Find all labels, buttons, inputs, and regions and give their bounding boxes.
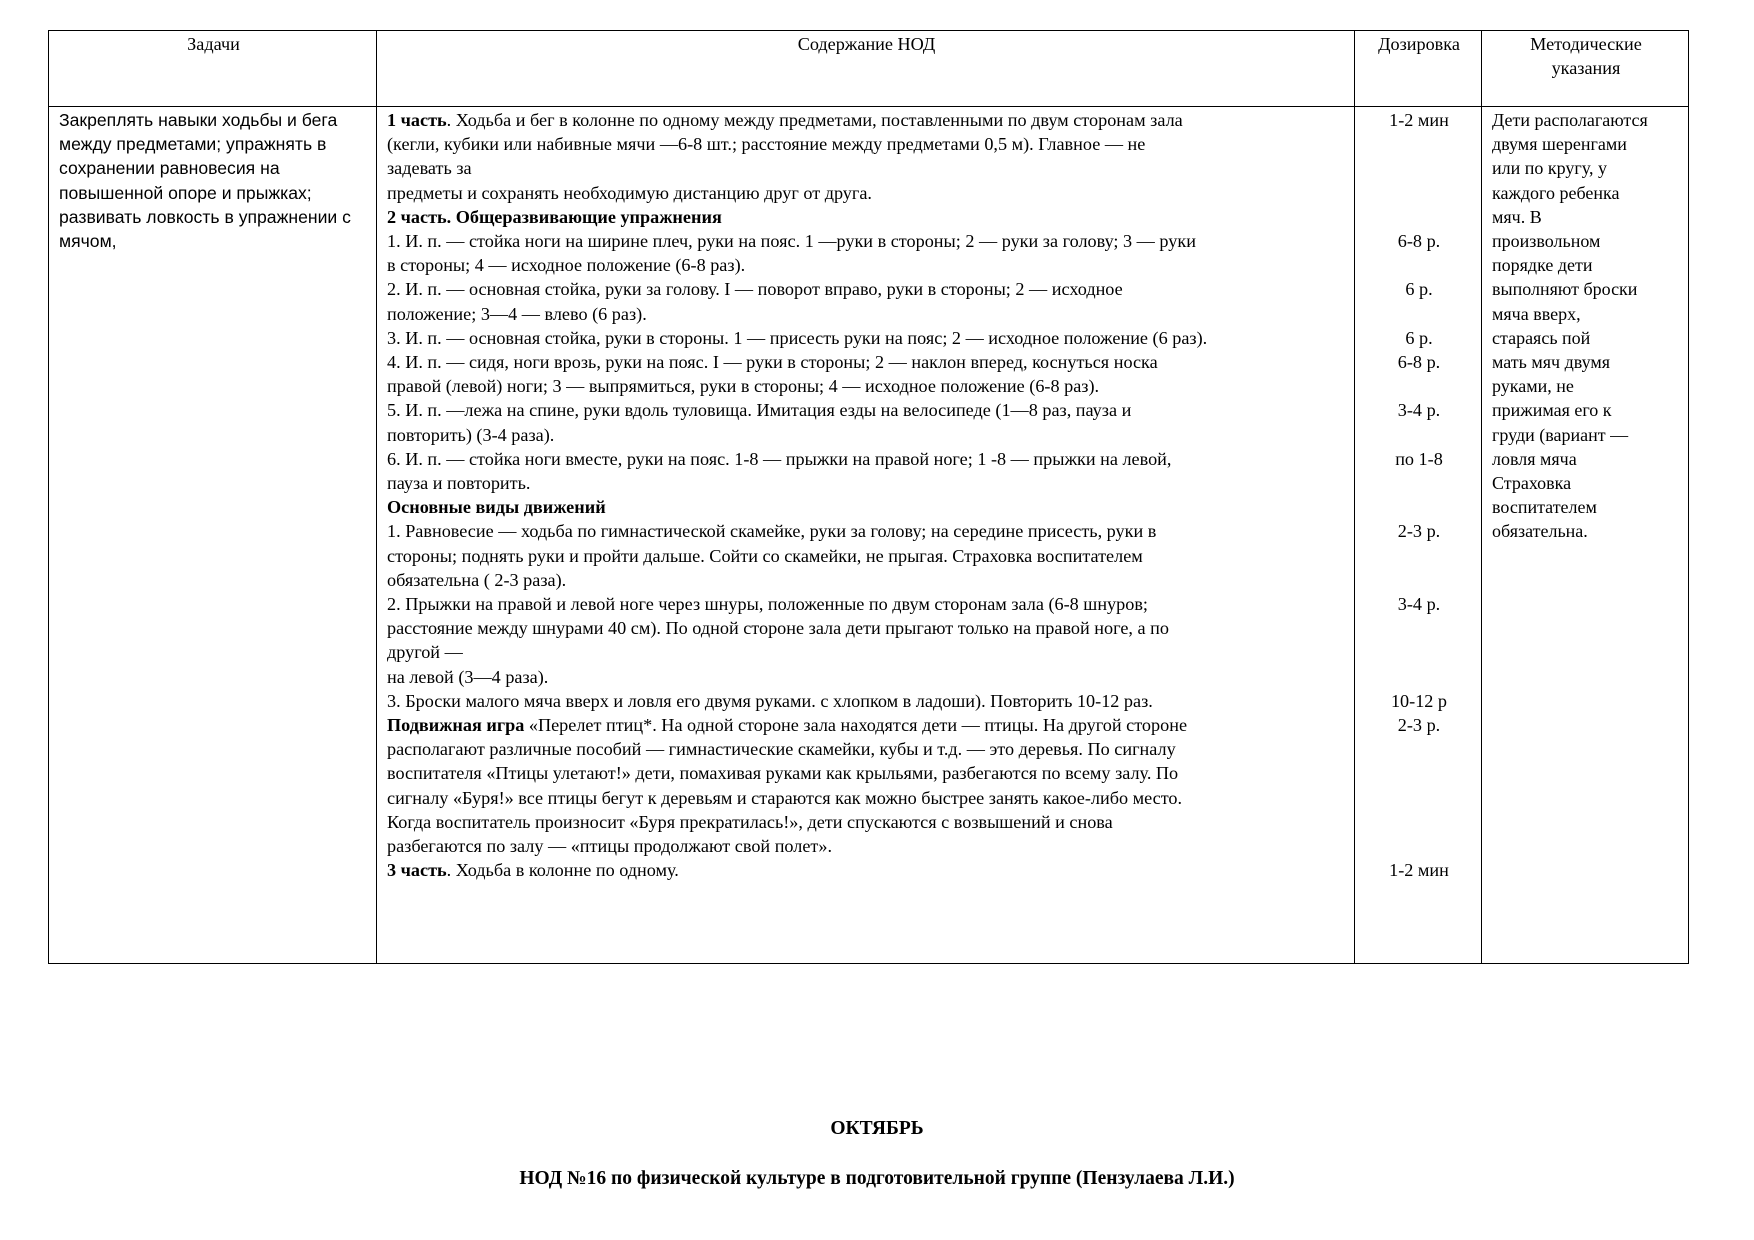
content-line	[387, 786, 1346, 810]
content-line	[387, 810, 1346, 834]
dosage-value: по 1-8	[1395, 448, 1443, 469]
dosage-value	[1365, 834, 1473, 858]
content-line	[387, 471, 1346, 495]
content-line	[387, 326, 1346, 350]
content-line-text: сигналу «Буря!» все птицы бегут к деревьям и стараются как можно быстрее занять какое-либо место.	[387, 787, 1183, 808]
dosage-value: 6-8 р.	[1397, 351, 1441, 372]
content-line-text: пауза и повторить.	[387, 473, 531, 494]
content-line	[387, 568, 1346, 592]
dosage-cell	[1355, 107, 1482, 964]
content-line	[387, 834, 1346, 858]
header-content: Содержание НОД	[377, 31, 1355, 107]
dosage-value	[1365, 495, 1473, 519]
content-line-text: (кегли, кубики или набивные мячи —6-8 шт.; расстояние между предметами 0,5 м). Главное — не	[387, 134, 1146, 155]
content-line	[387, 350, 1346, 374]
content-line-text: 3. Броски малого мяча вверх и ловля его двумя руками. с хлопком в ладоши). Повторить 10-12 раз.	[387, 690, 1153, 711]
content-line-text: располагают различные пособий — гимнастические скамейки, кубы и т.д. — это деревья. По сигналу	[387, 739, 1176, 760]
content-line	[387, 495, 1346, 519]
content-line	[387, 689, 1346, 713]
table-header-row	[49, 31, 1689, 107]
content-line	[387, 544, 1346, 568]
dosage-value	[1365, 761, 1473, 785]
content-line-text: предметы и сохранять необходимую дистанцию друг от друга.	[387, 182, 872, 203]
dosage-value: 6 р.	[1405, 279, 1433, 300]
notes-line: груди (вариант —	[1492, 424, 1629, 445]
content-line-text: в стороны; 4 — исходное положение (6-8 раз).	[387, 255, 746, 276]
dosage-value	[1365, 132, 1473, 156]
content-line	[387, 205, 1346, 229]
content-line	[387, 519, 1346, 543]
dosage-value	[1365, 253, 1473, 277]
month-heading: ОКТЯБРЬ	[830, 1118, 924, 1139]
content-line-text: расстояние между шнурами 40 см). По одной стороне зала дети прыгают только на правой ноге, а по	[387, 618, 1169, 639]
header-notes-line1: Методические	[1530, 34, 1642, 54]
content-line-text: обязательна ( 2-3 раза).	[387, 569, 567, 590]
table-body-row	[49, 107, 1689, 964]
dosage-value	[1365, 616, 1473, 640]
dosage-value: 1-2 мин	[1389, 859, 1449, 880]
content-line	[387, 181, 1346, 205]
content-line	[387, 665, 1346, 689]
content-line-bold: 2 часть. Общеразвивающие упражнения	[387, 206, 722, 227]
dosage-value: 6-8 р.	[1397, 230, 1441, 251]
content-line-text: 2. И. п. — основная стойка, руки за голову. I — поворот вправо, руки в стороны; 2 — исходное	[387, 279, 1123, 300]
notes-line: мяч. В	[1492, 206, 1542, 227]
content-line	[387, 132, 1346, 156]
dosage-value: 2-3 р.	[1397, 714, 1441, 735]
dosage-value: 6 р.	[1405, 327, 1433, 348]
dosage-value	[1365, 205, 1473, 229]
notes-line: прижимая его к	[1492, 400, 1612, 421]
notes-cell	[1482, 107, 1689, 964]
dosage-value: 10-12 р	[1390, 690, 1448, 711]
dosage-value: 3-4 р.	[1397, 593, 1441, 614]
content-line-text: стороны; поднять руки и пройти дальше. Сойти со скамейки, не прыгая. Страховка воспитателем	[387, 545, 1143, 566]
tasks-cell: Закреплять навыки ходьбы и бега между предметами; упражнять в сохранении равновесия на повышенной опоре и прыжках; развивать ловкость в упражнении с мячом,	[49, 107, 377, 964]
content-line-text: 3. И. п. — основная стойка, руки в стороны. 1 — присесть руки на пояс; 2 — исходное положение (6 раз).	[387, 327, 1208, 348]
content-line	[387, 398, 1346, 422]
dosage-value	[1365, 664, 1473, 688]
content-line-text: 2. Прыжки на правой и левой ноге через шнуры, положенные по двум сторонам зала (6-8 шнуров;	[387, 594, 1148, 615]
content-line	[387, 616, 1346, 640]
content-line-text: 1. Равновесие — ходьба по гимнастической скамейке, руки за голову; на середине присесть, руки в	[387, 521, 1157, 542]
header-tasks: Задачи	[49, 31, 377, 107]
dosage-value	[1365, 374, 1473, 398]
content-line	[387, 640, 1346, 664]
dosage-value	[1365, 640, 1473, 664]
content-line	[387, 229, 1346, 253]
content-line-text: другой —	[387, 642, 463, 663]
notes-line: Страховка	[1492, 473, 1572, 494]
content-line	[387, 302, 1346, 326]
content-line-text: задевать за	[387, 158, 472, 179]
dosage-value	[1365, 302, 1473, 326]
content-line	[387, 156, 1346, 180]
content-line-text: 5. И. п. —лежа на спине, руки вдоль туловища. Имитация езды на велосипеде (1—8 раз, пауза и	[387, 400, 1132, 421]
content-line	[387, 737, 1346, 761]
lesson-plan-table	[48, 30, 1689, 964]
content-line	[387, 108, 1346, 132]
content-line-text: «Перелет птиц*. На одной стороне зала находятся дети — птицы. На другой стороне	[524, 715, 1188, 736]
dosage-value	[1365, 471, 1473, 495]
dosage-value	[1365, 809, 1473, 833]
dosage-value	[1365, 156, 1473, 180]
content-line	[387, 592, 1346, 616]
notes-line: или по кругу, у	[1492, 158, 1607, 179]
dosage-value	[1365, 785, 1473, 809]
notes-line: мяча вверх,	[1492, 303, 1581, 324]
content-cell	[377, 107, 1355, 964]
dosage-value: 1-2 мин	[1389, 110, 1449, 130]
header-dosage: Дозировка	[1355, 31, 1482, 107]
notes-line: двумя шеренгами	[1492, 134, 1627, 155]
notes-line: стараясь пой	[1492, 327, 1591, 348]
content-line	[387, 858, 1346, 882]
notes-line: порядке дети	[1492, 255, 1593, 276]
content-line-text: 4. И. п. — сидя, ноги врозь, руки на пояс. I — руки в стороны; 2 — наклон вперед, коснуться носка	[387, 352, 1158, 373]
content-line-bold: Подвижная игра	[387, 715, 525, 736]
dosage-value	[1365, 181, 1473, 205]
content-line	[387, 277, 1346, 301]
dosage-value: 3-4 р.	[1397, 400, 1441, 421]
content-line-text: на левой (3—4 раза).	[387, 666, 549, 687]
dosage-value	[1365, 568, 1473, 592]
notes-line: мать мяч двумя	[1492, 352, 1611, 373]
header-notes-line2: указания	[1551, 58, 1621, 79]
notes-line: воспитателем	[1492, 497, 1597, 518]
header-notes	[1482, 31, 1689, 107]
content-line	[387, 447, 1346, 471]
content-line-bold: Основные виды движений	[387, 497, 606, 518]
content-line-text: 1. И. п. — стойка ноги на ширине плеч, руки на пояс. 1 —руки в стороны; 2 — руки за голову; 3 — руки	[387, 231, 1196, 252]
notes-line: Дети располагаются	[1492, 110, 1648, 130]
content-line-bold: 1 часть	[387, 110, 447, 130]
content-line-bold: 3 часть	[387, 860, 447, 881]
notes-line: ловля мяча	[1492, 448, 1577, 469]
content-line	[387, 761, 1346, 785]
content-line	[387, 423, 1346, 447]
content-line	[387, 374, 1346, 398]
notes-line: выполняют броски	[1492, 279, 1638, 300]
lesson-title: НОД №16 по физической культуре в подготовительной группе (Пензулаева Л.И.)	[519, 1168, 1235, 1189]
notes-line: произвольном	[1492, 231, 1601, 252]
content-line-text: Когда воспитатель произносит «Буря прекратилась!», дети спускаются с возвышений и снова	[387, 811, 1113, 832]
notes-line: руками, не	[1492, 376, 1574, 397]
content-line-text: воспитателя «Птицы улетают!» дети, помахивая руками как крыльями, разбегаются по всему залу. По	[387, 763, 1179, 784]
content-line-text: . Ходьба в колонне по одному.	[446, 860, 679, 881]
dosage-value	[1365, 543, 1473, 567]
content-line-text: положение; 3—4 — влево (6 раз).	[387, 303, 647, 324]
notes-line: обязательна.	[1492, 521, 1588, 542]
content-line-text: повторить) (3-4 раза).	[387, 424, 555, 445]
dosage-value: 2-3 р.	[1397, 521, 1441, 542]
notes-line: каждого ребенка	[1492, 182, 1620, 203]
dosage-value	[1365, 422, 1473, 446]
content-line-text: разбегаются по залу — «птицы продолжают свой полет».	[387, 836, 833, 857]
content-line-text: . Ходьба и бег в колонне по одному между предметами, поставленными по двум сторонам зала	[446, 110, 1183, 130]
dosage-value	[1365, 737, 1473, 761]
content-line	[387, 253, 1346, 277]
content-line	[387, 713, 1346, 737]
content-line-text: 6. И. п. — стойка ноги вместе, руки на пояс. 1-8 — прыжки на правой ноге; 1 -8 — прыжки на левой,	[387, 448, 1172, 469]
content-line-text: правой (левой) ноги; 3 — выпрямиться, руки в стороны; 4 — исходное положение (6-8 раз).	[387, 376, 1100, 397]
